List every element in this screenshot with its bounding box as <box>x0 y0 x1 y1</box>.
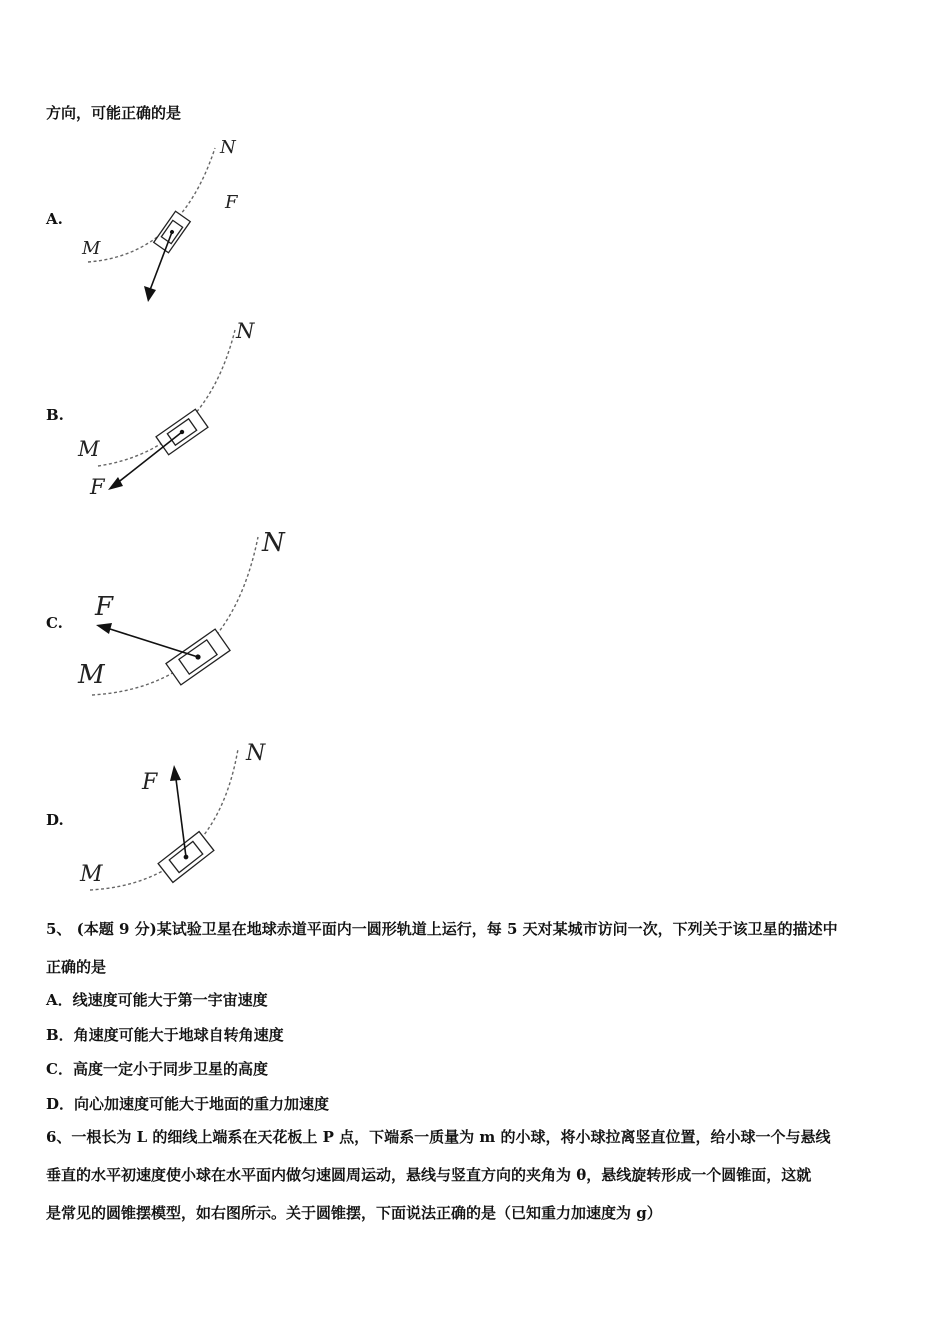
q4-option-a-figure <box>70 130 270 310</box>
label-f: F <box>90 475 105 499</box>
q5-option-c[interactable]: C．高度一定小于同步卫星的高度 <box>46 1060 268 1078</box>
label-m: M <box>78 437 100 461</box>
q4-option-b-figure <box>70 318 290 503</box>
label-f: F <box>225 192 238 213</box>
q6-stem-line-3: 是常见的圆锥摆模型，如右图所示。关于圆锥摆，下面说法正确的是（已知重力加速度为 g） <box>46 1204 662 1222</box>
trajectory-curve <box>88 148 215 262</box>
q4-option-a-label[interactable]: A. <box>46 210 63 228</box>
label-m: M <box>80 862 103 887</box>
label-f: F <box>95 592 114 622</box>
q5-stem-line-2: 正确的是 <box>46 958 107 976</box>
force-arrowhead <box>96 623 112 634</box>
q4-option-b-label[interactable]: B. <box>46 406 64 424</box>
force-arrowhead <box>108 477 123 490</box>
label-m: M <box>78 660 105 690</box>
force-arrowhead <box>170 765 181 781</box>
force-arrowhead <box>144 286 156 302</box>
q5-option-a[interactable]: A．线速度可能大于第一宇宙速度 <box>46 991 268 1009</box>
force-arrow <box>110 629 198 657</box>
force-arrow <box>116 432 182 484</box>
q6-stem-line-1: 6、一根长为 L 的细线上端系在天花板上 P 点，下端系一质量为 m 的小球，将小球拉离竖直位置，给小球一个与悬线 <box>46 1128 831 1146</box>
q4-option-c-label[interactable]: C. <box>46 614 63 632</box>
q4-stem-tail: 方向，可能正确的是 <box>46 104 182 122</box>
q6-stem-line-2: 垂直的水平初速度使小球在水平面内做匀速圆周运动，悬线与竖直方向的夹角为 θ，悬线旋转形成一个圆锥面，这就 <box>46 1166 812 1184</box>
q4-option-c-figure <box>70 525 310 710</box>
q5-option-b[interactable]: B．角速度可能大于地球自转角速度 <box>46 1026 284 1044</box>
q4-option-d-figure <box>70 735 290 900</box>
q5-stem-line-1: 5、 (本题 9 分)某试验卫星在地球赤道平面内一圆形轨道上运行，每 5 天对某城市访问一次，下列关于该卫星的描述中 <box>46 920 838 938</box>
q5-option-d[interactable]: D．向心加速度可能大于地面的重力加速度 <box>46 1095 330 1113</box>
label-n: N <box>220 137 236 158</box>
label-m: M <box>82 238 101 259</box>
label-n: N <box>262 528 285 558</box>
label-n: N <box>236 319 255 343</box>
q4-option-d-label[interactable]: D. <box>46 811 64 829</box>
label-n: N <box>246 741 266 766</box>
label-f: F <box>142 770 158 795</box>
